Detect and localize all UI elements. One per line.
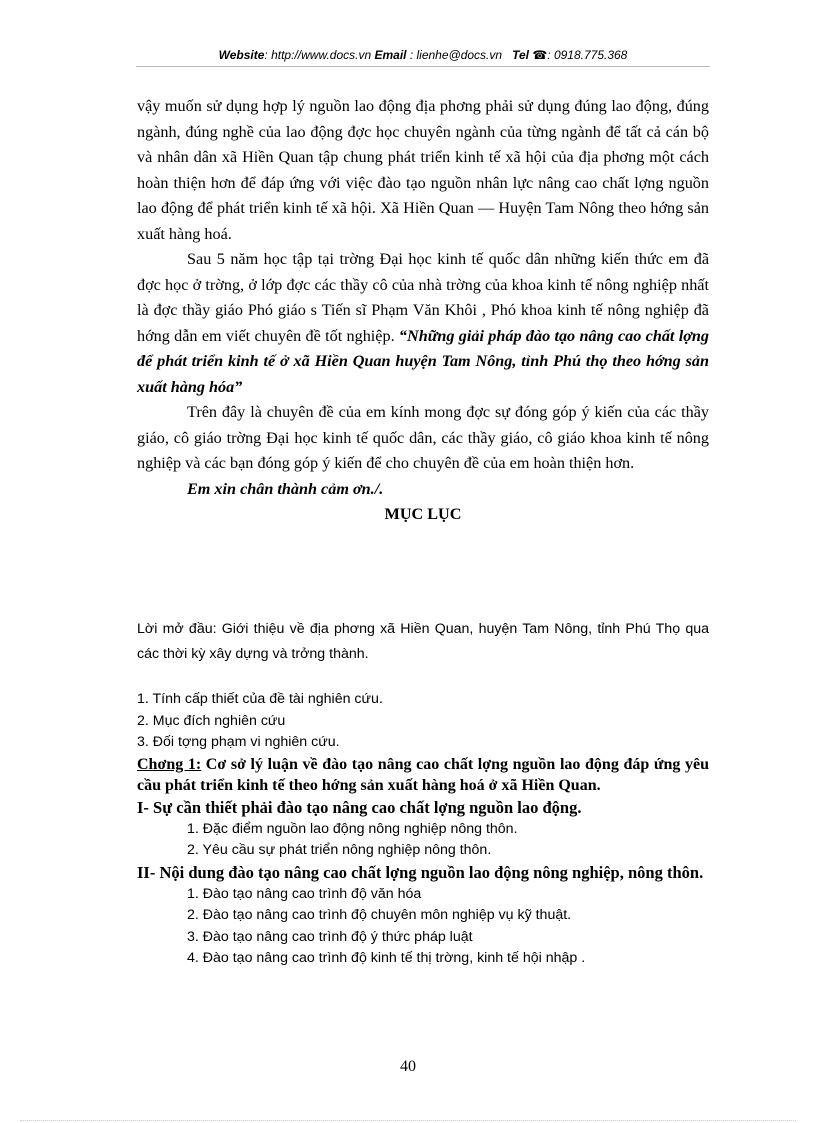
email-value[interactable]: : lienhe@docs.vn xyxy=(406,48,503,62)
toc-section-2: II- Nội dung đào tạo nâng cao chất lợng nguồn lao động nông nghiệp, nông thôn. xyxy=(137,862,704,882)
toc-heading: MỤC LỤC xyxy=(384,505,462,523)
page-number: 40 xyxy=(400,1058,416,1075)
spacer xyxy=(137,667,709,689)
page-header xyxy=(136,48,710,62)
document-body xyxy=(137,94,709,528)
paragraph-2 xyxy=(137,247,709,400)
toc-subitem: 1. Đào tạo nâng cao trình độ văn hóa xyxy=(187,885,422,902)
tel-label: Tel xyxy=(512,48,529,62)
toc-subitem: 2. Đào tạo nâng cao trình độ chuyên môn nghiệp vụ kỹ thuật. xyxy=(187,907,572,923)
paragraph-2-text: Sau 5 năm học tập tại trờng Đại học kinh tế quốc dân những kiến thức em đã đợc học ở trờng, ở lớp đợc các thầy cô của nhà trờng của khoa kinh tế nông nghiệp nhất là đợc thầy giáo Phó giáo s Tiến sĩ Phạm Văn Khôi , Phó khoa kinh tế nông nghiệp đã hớng dẫn em viết chuyên đề tốt nghiệp. xyxy=(137,250,709,345)
toc-item: 3. Đối tợng phạm vi nghiên cứu. xyxy=(137,734,340,750)
footer-divider xyxy=(20,1120,796,1121)
header-divider xyxy=(136,66,710,67)
toc-subitem: 1. Đặc điểm nguồn lao động nông nghiệp nông thôn. xyxy=(187,820,518,837)
chapter-label: Chơng 1: xyxy=(137,755,202,773)
paragraph-1: vậy muốn sử dụng hợp lý nguồn lao động địa phơng phải sử dụng đúng lao động, đúng ngành, đúng nghề của lao động đợc học chuyên ngành của từng ngành để tất cả cán bộ và nhân dân xã Hiền Quan tập chung phát triển kinh tế xã hội của địa phơng một cách hoàn thiện hơn để đáp ứng với việc đào tạo nguồn nhân lực nâng cao chất lợng nguồn lao động để phát triển kinh tế xã hội. Xã Hiền Quan — Huyện Tam Nông theo hớng sản xuất hàng hoá. xyxy=(137,97,709,243)
paragraph-3: Trên đây là chuyên đề của em kính mong đợc sự đóng góp ý kiến của các thầy giáo, cô giáo trờng Đại học kinh tế quốc dân, các thầy giáo, cô giáo khoa kinh tế nông nghiệp và các bạn đóng góp ý kiến để cho chuyên đề của em hoàn thiện hơn. xyxy=(137,403,709,472)
tel-value: ☎: 0918.775.368 xyxy=(529,48,628,62)
toc-item: 2. Mục đích nghiên cứu xyxy=(137,712,286,729)
thesis-title: “Những giải pháp đào tạo nâng cao chất lợng để phát triển kinh tế ở xã Hiền Quan huyện Tam Nông, tỉnh Phú thọ theo hớng sản xuất hàng hóa” xyxy=(137,326,709,396)
toc-intro: Lời mở đầu: Giới thiệu về địa phơng xã Hiền Quan, huyện Tam Nông, tỉnh Phú Thọ qua các thời kỳ xây dựng và trởng thành. xyxy=(137,621,709,662)
chapter-title: Cơ sở lý luận về đào tạo nâng cao chất lợng nguồn lao động đáp ứng yêu cầu phát triển kinh tế theo hớng sản xuất hàng hoá ở xã Hiền Quan. xyxy=(137,755,709,794)
website-value[interactable]: : http://www.docs.vn xyxy=(264,48,372,62)
toc-section-1: I- Sự cần thiết phải đào tạo nâng cao chất lợng nguồn lao động. xyxy=(137,797,582,817)
toc-subitem: 3. Đào tạo nâng cao trình độ ý thức pháp luật xyxy=(187,928,473,945)
toc-subitem: 4. Đào tạo nâng cao trình độ kinh tế thị trờng, kinh tế hội nhập . xyxy=(187,950,586,966)
thanks-line: Em xin chân thành cảm ơn./. xyxy=(187,479,384,498)
toc-chapter-1 xyxy=(137,754,709,797)
table-of-contents xyxy=(137,617,709,970)
website-label: Website xyxy=(218,48,265,62)
toc-item: 1. Tính cấp thiết của đề tài nghiên cứu. xyxy=(137,691,383,707)
toc-subitem: 2. Yêu cầu sự phát triển nông nghiệp nông thôn. xyxy=(187,842,492,858)
email-label: Email xyxy=(374,48,407,62)
